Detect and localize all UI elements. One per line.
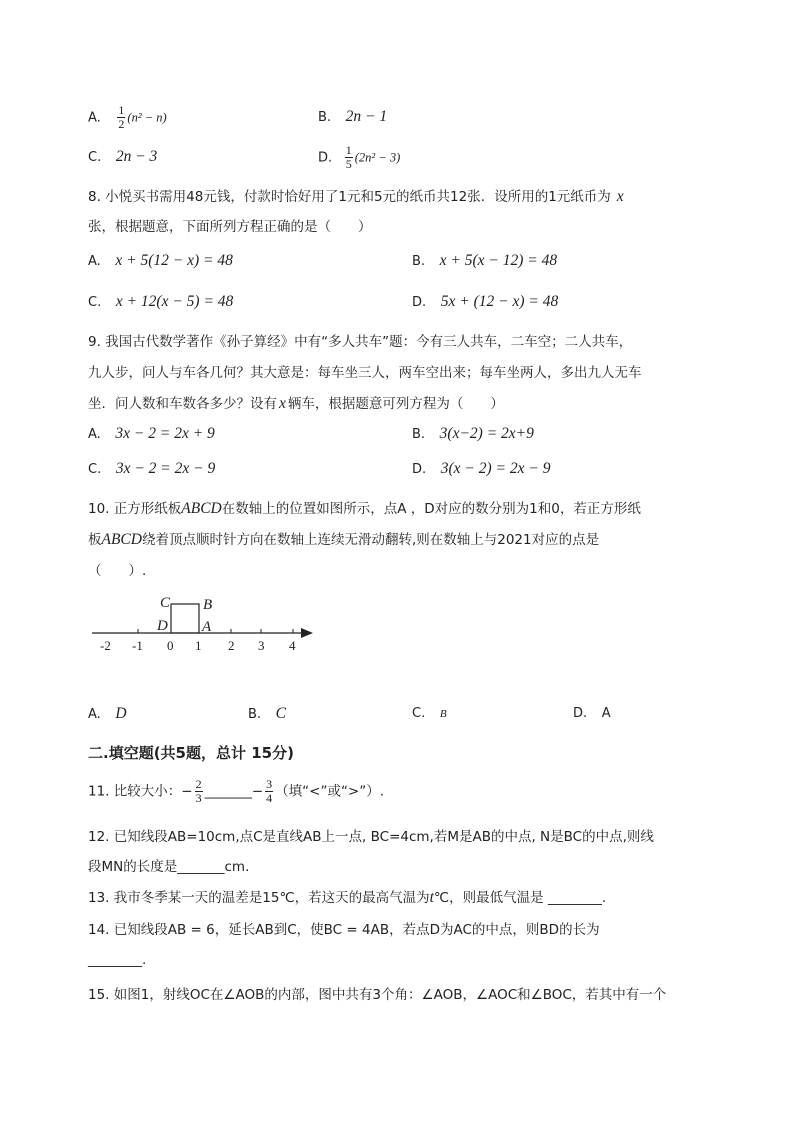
q10-option-d [573, 705, 611, 721]
option-text: C [275, 705, 287, 722]
option-text: 3(x−2) = 2x+9 [439, 425, 534, 442]
q10-stem-line2 [88, 528, 599, 549]
option-label: A. [88, 254, 101, 269]
variable: x [279, 395, 286, 412]
q8-option-c [88, 293, 233, 311]
option-text: x + 5(12 − x) = 48 [115, 252, 233, 269]
frac-num: 1 [118, 103, 125, 117]
q10-option-b [248, 705, 286, 723]
option-text: 3x − 2 = 2x − 9 [115, 460, 216, 477]
q9-option-b [412, 425, 534, 443]
q14-line2: ________. [88, 952, 147, 968]
q8-stem-line1 [88, 185, 624, 206]
tick-label: 3 [258, 638, 265, 653]
frac-den: 3 [195, 791, 202, 805]
q10-option-a [88, 705, 127, 723]
tick-label: 2 [228, 638, 235, 653]
option-text: x + 5(x − 12) = 48 [439, 252, 558, 269]
option-label: B. [248, 707, 262, 722]
q9-stem-line1: 9. 我国古代数学著作《孙子算经》中有“多人共车”题：今有三人共车，二车空；二人共车， [88, 334, 633, 350]
variable: x [616, 188, 624, 205]
q9-stem-line3 [88, 392, 504, 413]
option-label: C. [412, 706, 426, 721]
section-heading: 二.填空题(共5题，总计 15分) [88, 744, 294, 762]
option-label: B. [412, 254, 426, 269]
option-text: (n² − n) [127, 110, 167, 125]
fraction [117, 104, 125, 131]
option-text: D [115, 705, 127, 722]
option-text: B [439, 708, 447, 720]
q7-option-a [88, 104, 167, 131]
q9-option-d [412, 460, 550, 478]
square-abcd [171, 604, 199, 633]
label-A: A [202, 619, 212, 635]
stem-text: 坐．问人数和车数各多少？设有 [88, 396, 277, 412]
option-label: A. [88, 427, 101, 442]
frac-num: 1 [345, 143, 352, 157]
q7-option-c [88, 148, 157, 166]
variable: t [429, 889, 434, 906]
stem-text: 11. 比较大小：− [88, 783, 193, 800]
option-label: A. [88, 707, 101, 722]
axis-arrow-icon [301, 628, 313, 638]
option-label: D. [318, 150, 333, 166]
option-label: D. [573, 706, 588, 721]
option-label: C. [88, 295, 102, 310]
stem-text: （填“<”或“>”）. [275, 783, 385, 800]
option-label: B. [318, 110, 332, 125]
label-D: D [157, 618, 168, 634]
tick-label: -2 [100, 638, 111, 653]
stem-text: ℃，则最低气温是 ________. [433, 890, 607, 906]
option-text: 2n − 3 [115, 148, 158, 165]
q13 [88, 886, 606, 907]
q14-line1: 14. 已知线段AB = 6，延长AB到C，使BC = 4AB，若点D为AC的中点，则BD的长为 [88, 922, 600, 938]
stem-text: 辆车，根据题意可列方程为（ ） [287, 396, 504, 412]
frac-num: 2 [195, 777, 202, 791]
q12-line2: 段MN的长度是_______cm. [88, 859, 250, 875]
stem-text: 13. 我市冬季某一天的温差是15℃，若这天的最高气温为 [88, 890, 430, 906]
frac-den: 4 [266, 791, 273, 805]
answer-blank: _______− [204, 783, 264, 800]
variable: ABCD [181, 500, 222, 517]
q8-stem-line2: 张，根据题意，下面所列方程正确的是（ ） [88, 219, 372, 235]
option-label: D. [412, 295, 427, 310]
tick-label: 0 [167, 638, 174, 653]
option-text: 3x − 2 = 2x + 9 [115, 425, 215, 442]
option-label: C. [88, 462, 102, 477]
number-line-figure [88, 590, 328, 660]
q9-option-a [88, 425, 215, 443]
tick-label: -1 [132, 638, 143, 653]
option-label: C. [88, 150, 102, 165]
frac-den: 5 [345, 157, 352, 171]
q8-option-a [88, 252, 233, 270]
option-label: D. [412, 462, 427, 477]
q9-option-c [88, 460, 215, 478]
fraction [345, 144, 353, 171]
label-C: C [160, 595, 171, 611]
option-label: A. [88, 110, 101, 126]
stem-text: 在数轴上的位置如图所示，点A ，D对应的数分别为1和0，若正方形纸 [221, 501, 641, 517]
stem-text: 8. 小悦买书需用48元钱，付款时恰好用了1元和5元的纸币共12张．设所用的1元纸币为 [88, 189, 611, 205]
stem-text: 10. 正方形纸板 [88, 501, 182, 517]
q11 [88, 778, 384, 805]
q8-option-b [412, 252, 557, 270]
q15-line1: 15. 如图1，射线OC在∠AOB的内部，图中共有3个角：∠AOB，∠AOC和∠BOC，若其中有一个 [88, 987, 667, 1003]
q10-stem-line3: （ ）. [88, 563, 147, 579]
frac-den: 2 [118, 117, 125, 131]
option-text: 2n − 1 [345, 108, 388, 125]
tick-label: 4 [289, 638, 296, 653]
stem-text: 板 [88, 532, 102, 548]
frac-num: 3 [266, 777, 273, 791]
fraction [265, 778, 273, 805]
q9-stem-line2: 九人步，问人与车各几何？其大意是：每车坐三人，两车空出来；每车坐两人，多出九人无车 [88, 365, 642, 381]
option-text: x + 12(x − 5) = 48 [115, 293, 234, 310]
option-text: (2n² − 3) [354, 150, 401, 165]
label-B: B [203, 597, 213, 613]
q7-option-d [318, 144, 400, 171]
option-text: 3(x − 2) = 2x − 9 [440, 460, 551, 477]
variable: ABCD [101, 531, 142, 548]
option-text: A [601, 706, 611, 721]
fraction [195, 778, 203, 805]
q12-line1: 12. 已知线段AB=10cm,点C是直线AB上一点, BC=4cm,若M是AB的中点, N是BC的中点,则线 [88, 829, 654, 845]
q10-option-c [412, 705, 447, 721]
q7-option-b [318, 108, 387, 126]
q10-stem-line1 [88, 497, 641, 518]
option-text: 5x + (12 − x) = 48 [440, 293, 559, 310]
stem-text: 绕着顶点顺时针方向在数轴上连续无滑动翻转,则在数轴上与2021对应的点是 [141, 532, 600, 548]
option-label: B. [412, 427, 426, 442]
tick-label: 1 [195, 638, 202, 653]
q8-option-d [412, 293, 558, 311]
